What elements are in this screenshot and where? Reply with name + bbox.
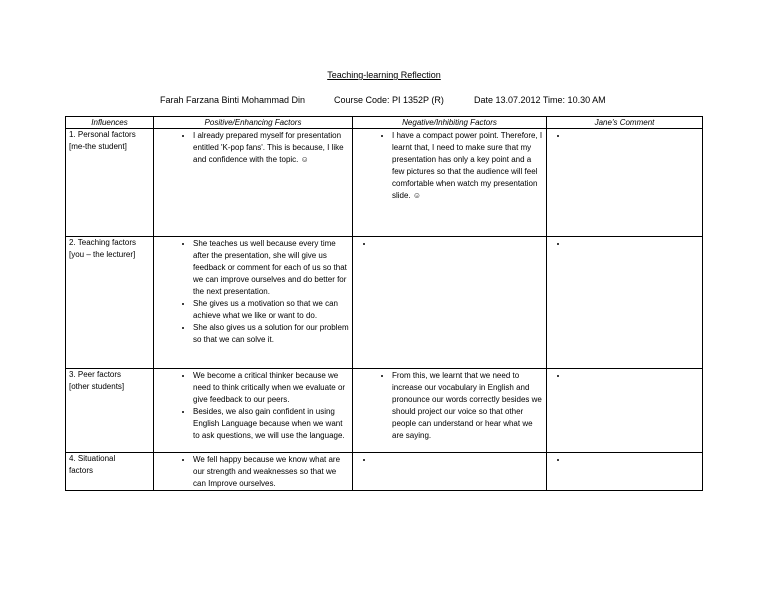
negative-cell bbox=[353, 129, 547, 237]
influence-label: 2. Teaching factors bbox=[69, 238, 137, 247]
table-row bbox=[66, 369, 703, 453]
header-influences: Influences bbox=[66, 117, 154, 129]
list-item: • Besides, we also gain confident in using English Language because when we want to ask questions, we will use the language. bbox=[193, 406, 349, 442]
influence-sublabel: [other students] bbox=[69, 382, 125, 391]
date-time: Date 13.07.2012 Time: 10.30 AM bbox=[474, 95, 606, 105]
header-comment: Jane's Comment bbox=[547, 117, 703, 129]
influence-sublabel: factors bbox=[69, 466, 94, 475]
negative-cell bbox=[353, 369, 547, 453]
list-item: • She gives us a motivation so that we can achieve what we like or want to do. bbox=[193, 298, 349, 322]
influence-cell bbox=[66, 369, 154, 453]
influence-label: 4. Situational bbox=[69, 454, 116, 463]
list-item: • I already prepared myself for presentation entitled 'K-pop fans'. This is because, I like and confidence with the topic. ☺ bbox=[193, 130, 349, 166]
page-title: Teaching-learning Reflection bbox=[327, 70, 441, 80]
positive-cell bbox=[154, 237, 353, 369]
table-row bbox=[66, 129, 703, 237]
comment-cell bbox=[547, 369, 703, 453]
empty-bullet bbox=[568, 370, 699, 382]
empty-bullet bbox=[568, 454, 699, 466]
empty-bullet bbox=[568, 130, 699, 142]
influence-label: 3. Peer factors bbox=[69, 370, 122, 379]
influence-sublabel: [you – the lecturer] bbox=[69, 250, 136, 259]
empty-bullet bbox=[568, 238, 699, 250]
list-item: • She also gives us a solution for our problem so that we can solve it. bbox=[193, 322, 349, 346]
list-item: • I have a compact power point. Therefore, I learnt that, I need to make sure that my presentation has only a key point and a few pictures so that the audience will feel comfortable when watch my presentation slide. ☺ bbox=[392, 130, 543, 202]
header-positive: Positive/Enhancing Factors bbox=[154, 117, 353, 129]
header-negative: Negative/Inhibiting Factors bbox=[353, 117, 547, 129]
influence-label: 1. Personal factors bbox=[69, 130, 136, 139]
comment-cell bbox=[547, 453, 703, 491]
student-name: Farah Farzana Binti Mohammad Din bbox=[160, 95, 306, 105]
empty-bullet bbox=[374, 454, 543, 466]
comment-cell bbox=[547, 129, 703, 237]
list-item: • She teaches us well because every time after the presentation, she will give us feedback or comment for each of us so that we can improve ourselves and do better for the next presentation. bbox=[193, 238, 349, 298]
course-code: Course Code: PI 1352P (R) bbox=[334, 95, 444, 105]
list-item: • From this, we learnt that we need to increase our vocabulary in English and pronounce our words correctly besides we should project our voice so that other people can understand or hear what we are saying. bbox=[392, 370, 543, 442]
list-item: • We fell happy because we know what are our strength and weaknesses so that we can Improve ourselves. bbox=[193, 454, 349, 490]
table-header-row bbox=[66, 117, 703, 129]
list-item: • We become a critical thinker because we need to think critically when we evaluate or give feedback to our peers. bbox=[193, 370, 349, 406]
empty-bullet bbox=[374, 238, 543, 250]
negative-cell bbox=[353, 453, 547, 491]
influence-cell bbox=[66, 129, 154, 237]
influence-cell bbox=[66, 453, 154, 491]
positive-cell bbox=[154, 453, 353, 491]
negative-cell bbox=[353, 237, 547, 369]
influence-sublabel: [me-the student] bbox=[69, 142, 127, 151]
positive-cell bbox=[154, 129, 353, 237]
table-row bbox=[66, 453, 703, 491]
influence-cell bbox=[66, 237, 154, 369]
comment-cell bbox=[547, 237, 703, 369]
table-row bbox=[66, 237, 703, 369]
positive-cell bbox=[154, 369, 353, 453]
reflection-table bbox=[65, 116, 703, 491]
